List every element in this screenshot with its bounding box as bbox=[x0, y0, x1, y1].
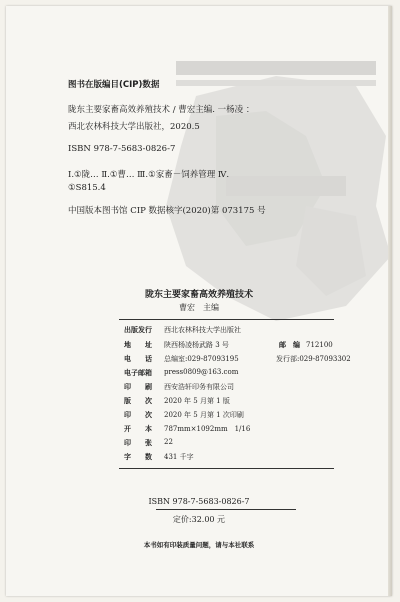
cip-record-number: 中国版本图书馆 CIP 数据核字(2020)第 073175 号 bbox=[68, 206, 266, 216]
cip-publisher-line: 西北农林科技大学出版社，2020.5 bbox=[68, 122, 200, 132]
price: 定价:32.00 元 bbox=[172, 515, 226, 524]
info-value: 2020 年 5 月第 1 版 bbox=[164, 397, 230, 405]
page-edge bbox=[388, 6, 392, 596]
cip-classification-code: ①S815.4 bbox=[68, 183, 106, 193]
info-label: 印 刷 bbox=[124, 383, 152, 391]
info-label: 出版发行 bbox=[124, 326, 152, 334]
info-label: 版 次 bbox=[124, 397, 152, 405]
postcode-label: 邮 编 bbox=[279, 341, 300, 349]
isbn-footer: ISBN 978-7-5683-0826-7 bbox=[148, 497, 250, 506]
info-extra bbox=[279, 340, 333, 350]
info-extra: 发行部:029-87093302 bbox=[276, 355, 351, 363]
cip-classification-line: Ⅰ.①陇… Ⅱ.①曹… Ⅲ.①家畜－饲养管理 Ⅳ. bbox=[68, 170, 230, 180]
quality-notice: 本书如有印装质量问题，请与本社联系 bbox=[143, 541, 255, 549]
info-value: 陕西杨凌杨武路 3 号 bbox=[164, 341, 229, 349]
info-top-rule bbox=[119, 319, 334, 320]
cip-heading: 图书在版编目(CIP)数据 bbox=[68, 80, 160, 90]
info-label: 地 址 bbox=[124, 341, 152, 349]
book-title: 陇东主要家畜高效养殖技术 bbox=[144, 290, 253, 300]
cover-map-watermark bbox=[156, 56, 392, 326]
postcode-value: 712100 bbox=[306, 341, 333, 349]
info-value: 西北农林科技大学出版社 bbox=[164, 326, 241, 334]
info-value: 431 千字 bbox=[164, 453, 194, 461]
info-label: 电子邮箱 bbox=[124, 369, 152, 377]
cip-isbn-line: ISBN 978-7-5683-0826-7 bbox=[68, 144, 176, 154]
book-author: 曹宏 主编 bbox=[179, 303, 219, 312]
info-value: 西安浩轩印务有限公司 bbox=[164, 383, 234, 391]
info-value: 2020 年 5 月第 1 次印刷 bbox=[164, 411, 244, 419]
info-bottom-rule bbox=[119, 468, 334, 469]
price-rule bbox=[156, 509, 296, 510]
info-label: 电 话 bbox=[124, 355, 152, 363]
info-label: 字 数 bbox=[124, 453, 152, 461]
info-label: 开 本 bbox=[124, 425, 152, 433]
cip-title-line: 陇东主要家畜高效养殖技术 / 曹宏主编. 一杨凌 ： bbox=[68, 105, 255, 115]
info-value: 22 bbox=[164, 438, 173, 446]
info-label: 印 次 bbox=[124, 411, 152, 419]
info-value: press0809@163.com bbox=[164, 368, 239, 376]
copyright-page bbox=[6, 6, 392, 596]
info-label: 印 张 bbox=[124, 439, 152, 447]
info-value: 总编室:029-87093195 bbox=[164, 355, 239, 363]
info-value: 787mm×1092mm 1/16 bbox=[164, 425, 251, 433]
